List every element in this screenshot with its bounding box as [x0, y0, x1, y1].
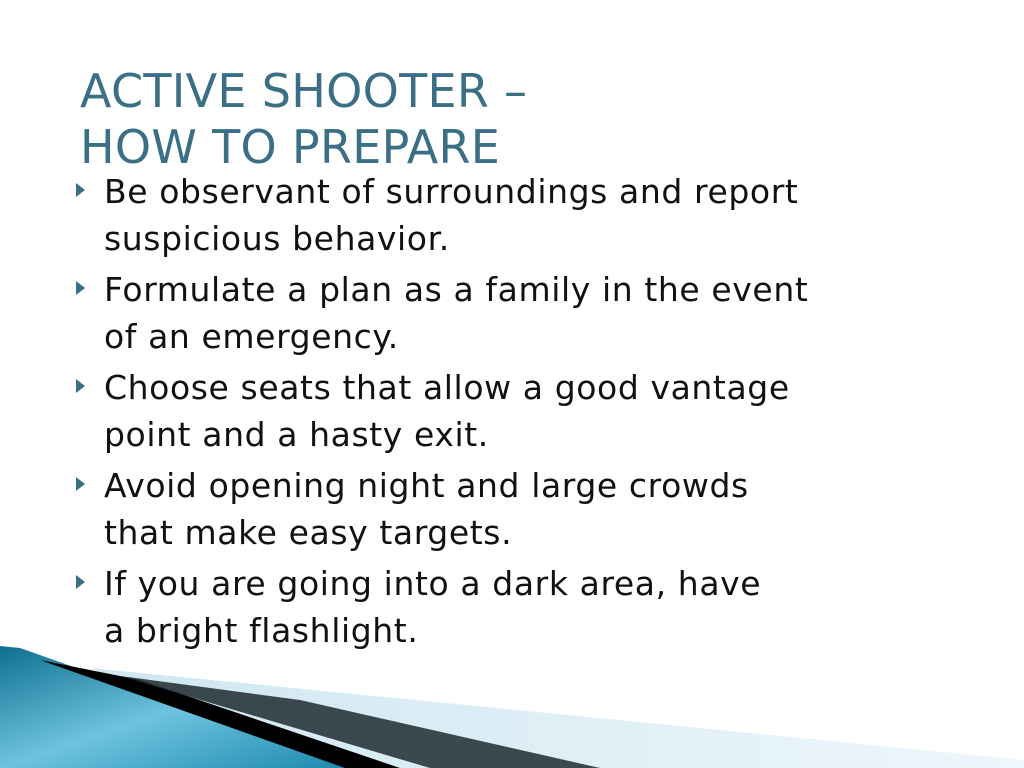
bullet-text-line: Be observant of surroundings and report [104, 172, 799, 211]
bullet-text-line: Formulate a plan as a family in the event [104, 270, 809, 309]
slide-title-line-1: ACTIVE SHOOTER – [80, 63, 528, 118]
triangle-arrow-right-icon [76, 379, 85, 393]
bullet-text-line: a bright flashlight. [104, 611, 419, 650]
decorative-swoosh [0, 640, 1024, 768]
bullet-text-line: point and a hasty exit. [104, 415, 489, 454]
slide-title-line-2: HOW TO PREPARE [80, 119, 501, 174]
bullet-item [74, 168, 894, 262]
bullet-item [74, 266, 894, 360]
triangle-arrow-right-icon [76, 477, 85, 491]
bullet-item [74, 462, 894, 556]
triangle-arrow-right-icon [76, 183, 85, 197]
bullet-list [74, 168, 894, 658]
bullet-text-line: Choose seats that allow a good vantage [104, 368, 790, 407]
triangle-arrow-right-icon [76, 281, 85, 295]
bullet-text-line: of an emergency. [104, 317, 399, 356]
bullet-text-line: suspicious behavior. [104, 219, 450, 258]
bullet-text-line: If you are going into a dark area, have [104, 564, 762, 603]
bullet-item [74, 364, 894, 458]
bullet-text-line: Avoid opening night and large crowds [104, 466, 749, 505]
triangle-arrow-right-icon [76, 575, 85, 589]
slide-title [80, 63, 940, 175]
bullet-text-line: that make easy targets. [104, 513, 513, 552]
